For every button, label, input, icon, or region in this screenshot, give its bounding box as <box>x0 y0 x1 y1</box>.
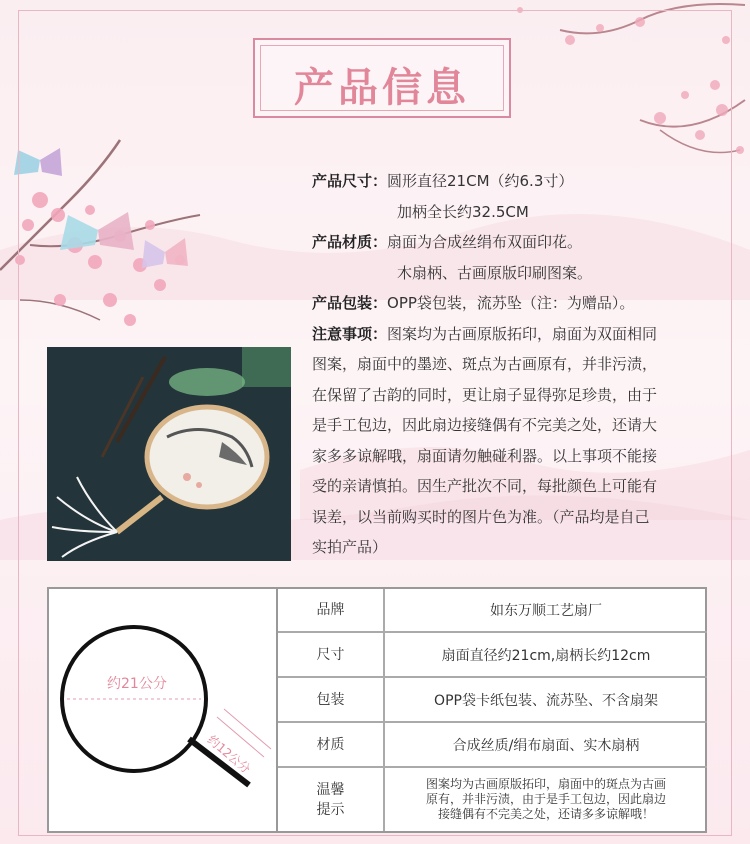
row-key-size: 尺寸 <box>278 633 385 676</box>
row-key-package: 包装 <box>278 678 385 721</box>
notes-line-5: 家多多谅解哦，扇面请勿触碰利器。以上事项不能接 <box>312 446 658 465</box>
row-key-tips <box>278 768 385 831</box>
notes-row <box>312 319 712 350</box>
page-title: 产品信息 <box>294 65 470 111</box>
notes-line-8: 实拍产品） <box>312 538 388 556</box>
row-value-package: OPP袋卡纸包装、流苏坠、不含扇架 <box>434 692 658 709</box>
notes-line-1: 图案均为古画原版拓印，扇面为双面相同 <box>387 324 658 343</box>
material-value-2: 木扇柄、古画原版印刷图案。 <box>397 263 593 282</box>
notes-line-4: 是手工包边，因此扇边接缝偶有不完美之处，还请大 <box>312 416 658 434</box>
material-label: 产品材质： <box>312 233 388 251</box>
material-row-2 <box>312 258 712 289</box>
tips-line-2: 原有，并非污渍，由于是手工包边，因此扇边 <box>425 792 666 806</box>
table-row <box>278 678 707 723</box>
size-diagram <box>49 589 278 831</box>
table-row <box>278 633 707 678</box>
notes-line-7: 误差，以当前购买时的图片色为准。（产品均是自己 <box>312 507 650 526</box>
tips-key-line-1: 温馨 <box>316 781 345 798</box>
table-row <box>278 768 707 831</box>
package-label: 产品包装： <box>312 294 388 312</box>
row-value-tips <box>385 768 707 831</box>
row-value-size: 扇面直径约21cm,扇柄长约12cm <box>441 647 651 664</box>
table-row <box>278 723 707 768</box>
handle-label: 约12公分 <box>204 732 253 777</box>
row-value-material: 合成丝质/绢布扇面、实木扇柄 <box>452 737 640 754</box>
title-frame <box>253 38 511 118</box>
material-row <box>312 227 712 258</box>
product-details <box>312 166 712 563</box>
size-value: 圆形直径21CM（约6.3寸） <box>387 172 574 190</box>
size-value-2: 加柄全长约32.5CM <box>397 202 529 221</box>
notes-label: 注意事项： <box>312 324 388 343</box>
material-value: 扇面为合成丝绢布双面印花。 <box>387 233 583 251</box>
size-row-2 <box>312 197 712 228</box>
notes-line-2: 图案，扇面中的墨迹、斑点为古画原有，并非污渍， <box>312 355 658 373</box>
row-key-material: 材质 <box>278 723 385 766</box>
notes-line-3: 在保留了古韵的同时，更让扇子显得弥足珍贵，由于 <box>312 385 658 404</box>
table-row <box>278 589 707 633</box>
diameter-label: 约21公分 <box>107 676 167 692</box>
notes-line-6: 受的亲请慎拍。因生产批次不同，每批颜色上可能有 <box>312 477 658 495</box>
package-row <box>312 288 712 319</box>
row-key-brand: 品牌 <box>278 589 385 631</box>
tips-line-3: 接缝偶有不完美之处，还请多多谅解哦！ <box>437 807 654 821</box>
size-row <box>312 166 712 197</box>
spec-table <box>47 587 707 833</box>
package-value: OPP袋包装，流苏坠（注：为赠品）。 <box>387 294 635 312</box>
row-value-brand: 如东万顺工艺扇厂 <box>490 603 602 619</box>
tips-line-1: 图案均为古画原版拓印，扇面中的斑点为古画 <box>425 777 666 791</box>
size-label: 产品尺寸： <box>312 172 388 190</box>
tips-key-line-2: 提示 <box>316 801 345 818</box>
product-photo <box>47 347 291 561</box>
